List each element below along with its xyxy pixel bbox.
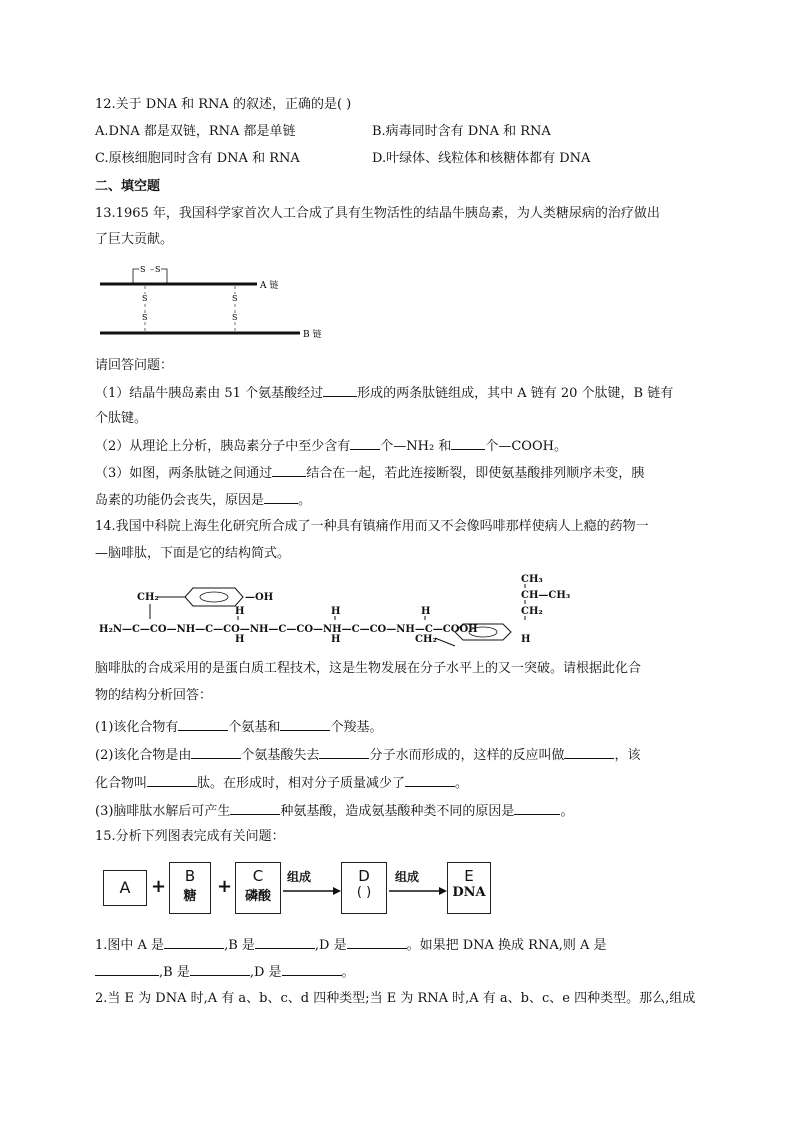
q14-part2-cont: 化合物叫 肽。在形成时，相对分子质量减少了 。 [95,776,469,791]
svg-text:H: H [235,634,245,645]
q14-intro-line1: 14.我国中科院上海生化研究所合成了一种具有镇痛作用而又不会像吗啡那样使病人上瘾的药物一 [95,519,649,534]
q13-part1-cont: 个肽键。 [95,411,148,426]
q14-intro-line2: —脑啡肽，下面是它的结构简式。 [95,546,291,561]
answer-blank[interactable] [178,718,228,731]
q13-intro-line2: 了巨大贡献。 [95,232,174,247]
q12-option-a: A.DNA 都是双链，RNA 都是单链 [95,124,296,139]
nucleotide-flow-diagram [95,858,515,920]
q14-part1: (1)该化合物有 个氨基和 个羧基。 [95,720,383,735]
insulin-chain-diagram [95,258,335,348]
oh-label: —OH [245,592,274,603]
answer-blank[interactable] [350,437,380,450]
answer-blank[interactable] [255,936,315,949]
svg-text:H: H [331,634,341,645]
q13-intro-line1: 13.1965 年，我国科学家首次人工合成了具有生物活性的结晶牛胰岛素，为人类糖尿病的治疗做出 [95,206,660,221]
enkephalin-structure [95,566,615,656]
q12-option-d: D.叶绿体、线粒体和核糖体都有 DNA [372,151,591,166]
q15-part2: 2.当 E 为 DNA 时,A 有 a、b、c、d 四种类型;当 E 为 RNA 时,A 有 a、b、c、e 四种类型。那么,组成 [95,991,696,1006]
q13-part3: （3）如图，两条肽链之间通过 结合在一起，若此连接断裂，即使氨基酸排列顺序未变，胰 [95,466,645,481]
q12-option-c: C.原核细胞同时含有 DNA 和 RNA [95,151,300,166]
ch3-label: CH₃ [521,574,543,585]
answer-blank[interactable] [347,936,407,949]
box-b: B 糖 [169,862,211,914]
q12-stem: 12.关于 DNA 和 RNA 的叙述，正确的是( ) [95,97,352,112]
ch2-label: CH₂ [137,592,159,603]
q12-option-b: B.病毒同时含有 DNA 和 RNA [372,124,551,139]
ch2-label: CH₂ [415,634,437,645]
chain-a-label: A 链 [260,281,279,291]
box-c: C 磷酸 [235,862,281,914]
answer-blank[interactable] [230,802,280,815]
answer-blank[interactable] [323,384,357,397]
answer-blank[interactable] [264,491,298,504]
s-label: S [140,265,146,274]
q13-part1: （1）结晶牛胰岛素由 51 个氨基酸经过 形成的两条肽链组成，其中 A 链有 20 个肽键，B 链有 [95,386,674,401]
svg-text:H: H [331,606,341,617]
answer-blank[interactable] [190,963,250,976]
section-heading: 二、填空题 [95,179,161,194]
box-d: D ( ) [341,862,387,914]
svg-text:H: H [421,606,431,617]
q14-part3: (3)脑啡肽水解后可产生 种氨基酸，造成氨基酸种类不同的原因是 。 [95,804,574,819]
answer-blank[interactable] [514,802,560,815]
answer-blank[interactable] [191,746,241,759]
box-a: A [103,870,147,906]
q13-part2: （2）从理论上分析，胰岛素分子中至少含有 个—NH₂ 和 个—COOH。 [95,439,567,454]
answer-blank[interactable] [147,774,197,787]
chain-b-label: B 链 [303,330,322,340]
s-label: S [155,265,161,274]
answer-blank[interactable] [451,437,485,450]
q13-ask: 请回答问题： [95,358,174,373]
box-e: E DNA [447,862,491,914]
answer-blank[interactable] [319,746,369,759]
s-label: S [142,313,148,322]
q14-text-line2: 物的结构分析回答： [95,688,213,703]
svg-text:–: – [150,265,154,274]
q14-part2: (2)该化合物是由 个氨基酸失去 分子水而形成的，这样的反应叫做 ，该 [95,748,641,763]
arrow-label: 组成 [395,870,420,884]
q14-text-line1: 脑啡肽的合成采用的是蛋白质工程技术，这是生物发展在分子水平上的又一突破。请根据此化合 [95,661,642,676]
chch3-label: CH—CH₃ [521,590,571,601]
s-label: S [232,294,238,303]
answer-blank[interactable] [564,746,614,759]
peptide-backbone: H₂N—C—CO—NH—C—CO—NH—C—CO—NH—C—CO—NH—C—COOH [99,624,478,635]
q15-intro: 15.分析下列图表完成有关问题： [95,829,285,844]
svg-text:H: H [521,634,531,645]
arrow-right-icon [283,886,341,896]
benzene-ring-1 [185,588,243,606]
plus-sign: + [217,876,233,897]
answer-blank[interactable] [280,718,330,731]
arrow-label: 组成 [287,870,312,884]
plus-sign: + [151,876,167,897]
answer-blank[interactable] [282,963,342,976]
q15-part1-cont: ,B 是 ,D 是 。 [95,963,355,982]
arrow-right-icon [389,886,447,896]
answer-blank[interactable] [164,936,224,949]
q15-part1: 1.图中 A 是 ,B 是 ,D 是 。如果把 DNA 换成 RNA,则 A 是 [95,938,607,953]
q13-part3-cont: 岛素的功能仍会丧失，原因是 。 [95,493,312,508]
s-label: S [142,294,148,303]
ch2-label: CH₂ [521,606,543,617]
svg-text:H: H [235,606,245,617]
answer-blank[interactable] [405,774,455,787]
s-label: S [232,313,238,322]
answer-blank[interactable] [95,963,159,976]
answer-blank[interactable] [272,464,306,477]
